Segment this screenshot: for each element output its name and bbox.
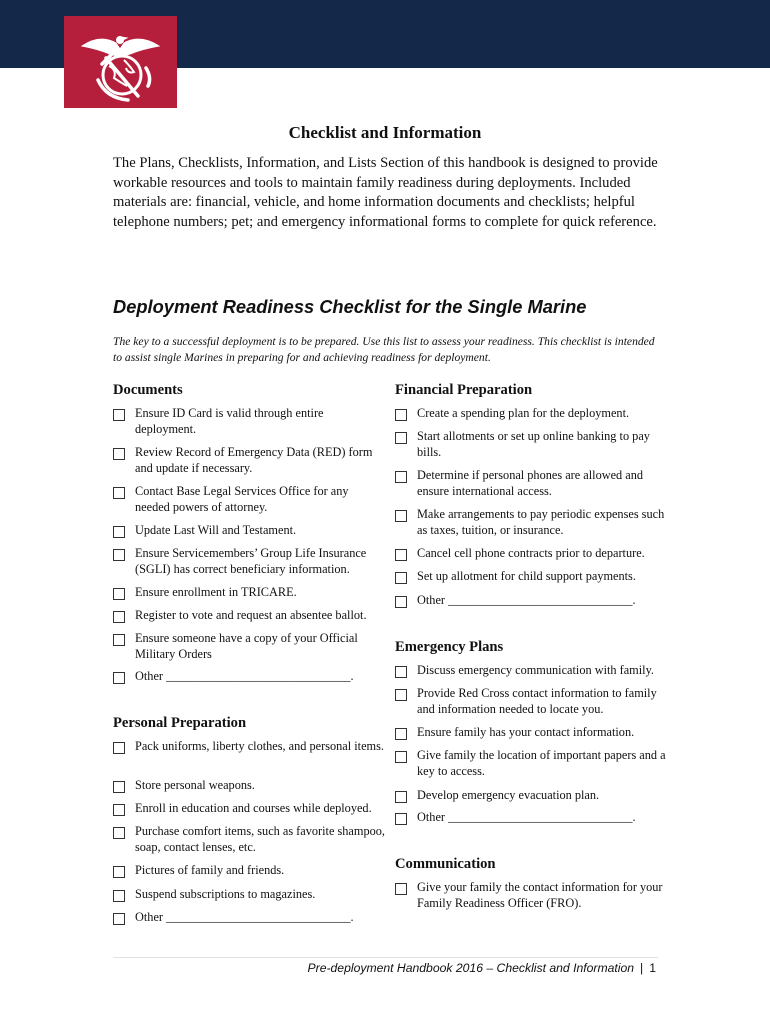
checkbox[interactable] <box>395 549 407 561</box>
checklist-item-label: Update Last Will and Testament. <box>135 523 297 537</box>
emergency-title: Emergency Plans <box>395 639 504 655</box>
checklist-item-label: Ensure someone have a copy of your Official Military Orders <box>135 631 358 661</box>
checklist-item-label: Pictures of family and friends. <box>135 863 285 877</box>
checklist-item-label: Other ______________________________. <box>417 593 636 607</box>
checkbox[interactable] <box>113 890 125 902</box>
communication-title: Communication <box>395 856 496 872</box>
checkbox[interactable] <box>113 742 125 754</box>
page-footer <box>308 961 657 975</box>
checklist-item-label: Ensure Servicemembers’ Group Life Insurance (SGLI) has correct beneficiary information. <box>135 546 367 576</box>
checkbox[interactable] <box>395 510 407 522</box>
checklist-item-label: Pack uniforms, liberty clothes, and personal items. <box>135 739 384 753</box>
checklist-heading: Deployment Readiness Checklist for the Single Marine <box>113 296 587 317</box>
page-number: 1 <box>649 961 656 975</box>
checkbox[interactable] <box>395 409 407 421</box>
checklist-item-label: Set up allotment for child support payments. <box>417 569 636 583</box>
checklist-item-label: Create a spending plan for the deployment. <box>417 406 630 420</box>
checklist-item-label: Make arrangements to pay periodic expenses such as taxes, tuition, or insurance. <box>417 507 665 537</box>
checklist-item-label: Provide Red Cross contact information to family and information needed to locate you. <box>417 686 657 716</box>
checkbox[interactable] <box>395 689 407 701</box>
checklist-item-label: Ensure ID Card is valid through entire deployment. <box>135 406 324 436</box>
checkbox[interactable] <box>395 728 407 740</box>
checkbox[interactable] <box>395 471 407 483</box>
checkbox[interactable] <box>395 883 407 895</box>
financial-title: Financial Preparation <box>395 382 533 398</box>
checkbox[interactable] <box>113 588 125 600</box>
checkbox[interactable] <box>395 813 407 825</box>
checkbox[interactable] <box>113 526 125 538</box>
checklist-item-label: Ensure family has your contact information. <box>417 725 635 739</box>
page-title: Checklist and Information <box>288 123 482 142</box>
checklist-item-label: Purchase comfort items, such as favorite shampoo, soap, contact lenses, etc. <box>135 824 385 854</box>
checkbox[interactable] <box>113 549 125 561</box>
intro-paragraph: The Plans, Checklists, Information, and Lists Section of this handbook is designed to provide workable resources and tools to maintain family readiness during deployments. Included materials are: financial, vehicle, and home information documents and checklists; helpful telephone numbers; pet; and emergency informational forms to complete for quick reference. <box>113 155 658 230</box>
checkbox[interactable] <box>113 781 125 793</box>
checkbox[interactable] <box>113 409 125 421</box>
checkbox[interactable] <box>395 791 407 803</box>
footer-divider <box>113 957 658 958</box>
checkbox[interactable] <box>113 866 125 878</box>
checklist-item-label: Other ______________________________. <box>417 810 636 824</box>
checkbox[interactable] <box>113 634 125 646</box>
checklist-item-label: Other ______________________________. <box>135 669 354 683</box>
checklist-item-label: Determine if personal phones are allowed and ensure international access. <box>417 468 644 498</box>
checklist-item-label: Suspend subscriptions to magazines. <box>135 887 316 901</box>
checklist-item-label: Discuss emergency communication with family. <box>417 663 655 677</box>
checklist-item-label: Register to vote and request an absentee ballot. <box>135 608 367 622</box>
checkbox[interactable] <box>113 487 125 499</box>
checklist-item-label: Start allotments or set up online banking to pay bills. <box>417 429 650 459</box>
checklist-item-label: Give family the location of important papers and a key to access. <box>417 748 666 778</box>
checklist-item-label: Ensure enrollment in TRICARE. <box>135 585 297 599</box>
checkbox[interactable] <box>395 666 407 678</box>
marine-corps-logo <box>64 16 177 108</box>
checkbox[interactable] <box>395 751 407 763</box>
documents-title: Documents <box>113 382 183 398</box>
footer-separator: | <box>640 961 644 975</box>
checkbox[interactable] <box>395 432 407 444</box>
checkbox[interactable] <box>113 913 125 925</box>
checkbox[interactable] <box>395 572 407 584</box>
checklist-item-label: Give your family the contact information for your Family Readiness Officer (FRO). <box>417 880 663 910</box>
checklist-item-label: Enroll in education and courses while deployed. <box>135 801 372 815</box>
footer-text: Pre-deployment Handbook 2016 – Checklist and Information <box>307 961 635 975</box>
checklist-item-label: Contact Base Legal Services Office for any needed powers of attorney. <box>135 484 349 514</box>
eagle-globe-anchor-icon <box>64 16 177 108</box>
checkbox[interactable] <box>113 448 125 460</box>
checklist-intro: The key to a successful deployment is to be prepared. Use this list to assess your readiness. This checklist is intended to assist single Marines in preparing for and achieving readiness for deployment. <box>113 335 655 364</box>
checkbox[interactable] <box>113 611 125 623</box>
checklist-item-label: Cancel cell phone contracts prior to departure. <box>417 546 645 560</box>
checkbox[interactable] <box>113 804 125 816</box>
checklist-item-label: Store personal weapons. <box>135 778 255 792</box>
checklist-item-label: Review Record of Emergency Data (RED) form and update if necessary. <box>135 445 373 475</box>
checkbox[interactable] <box>113 672 125 684</box>
personal-title: Personal Preparation <box>113 715 247 731</box>
checklist-item-label: Other ______________________________. <box>135 910 354 924</box>
checklist-item-label: Develop emergency evacuation plan. <box>417 788 600 802</box>
checkbox[interactable] <box>395 596 407 608</box>
checkbox[interactable] <box>113 827 125 839</box>
